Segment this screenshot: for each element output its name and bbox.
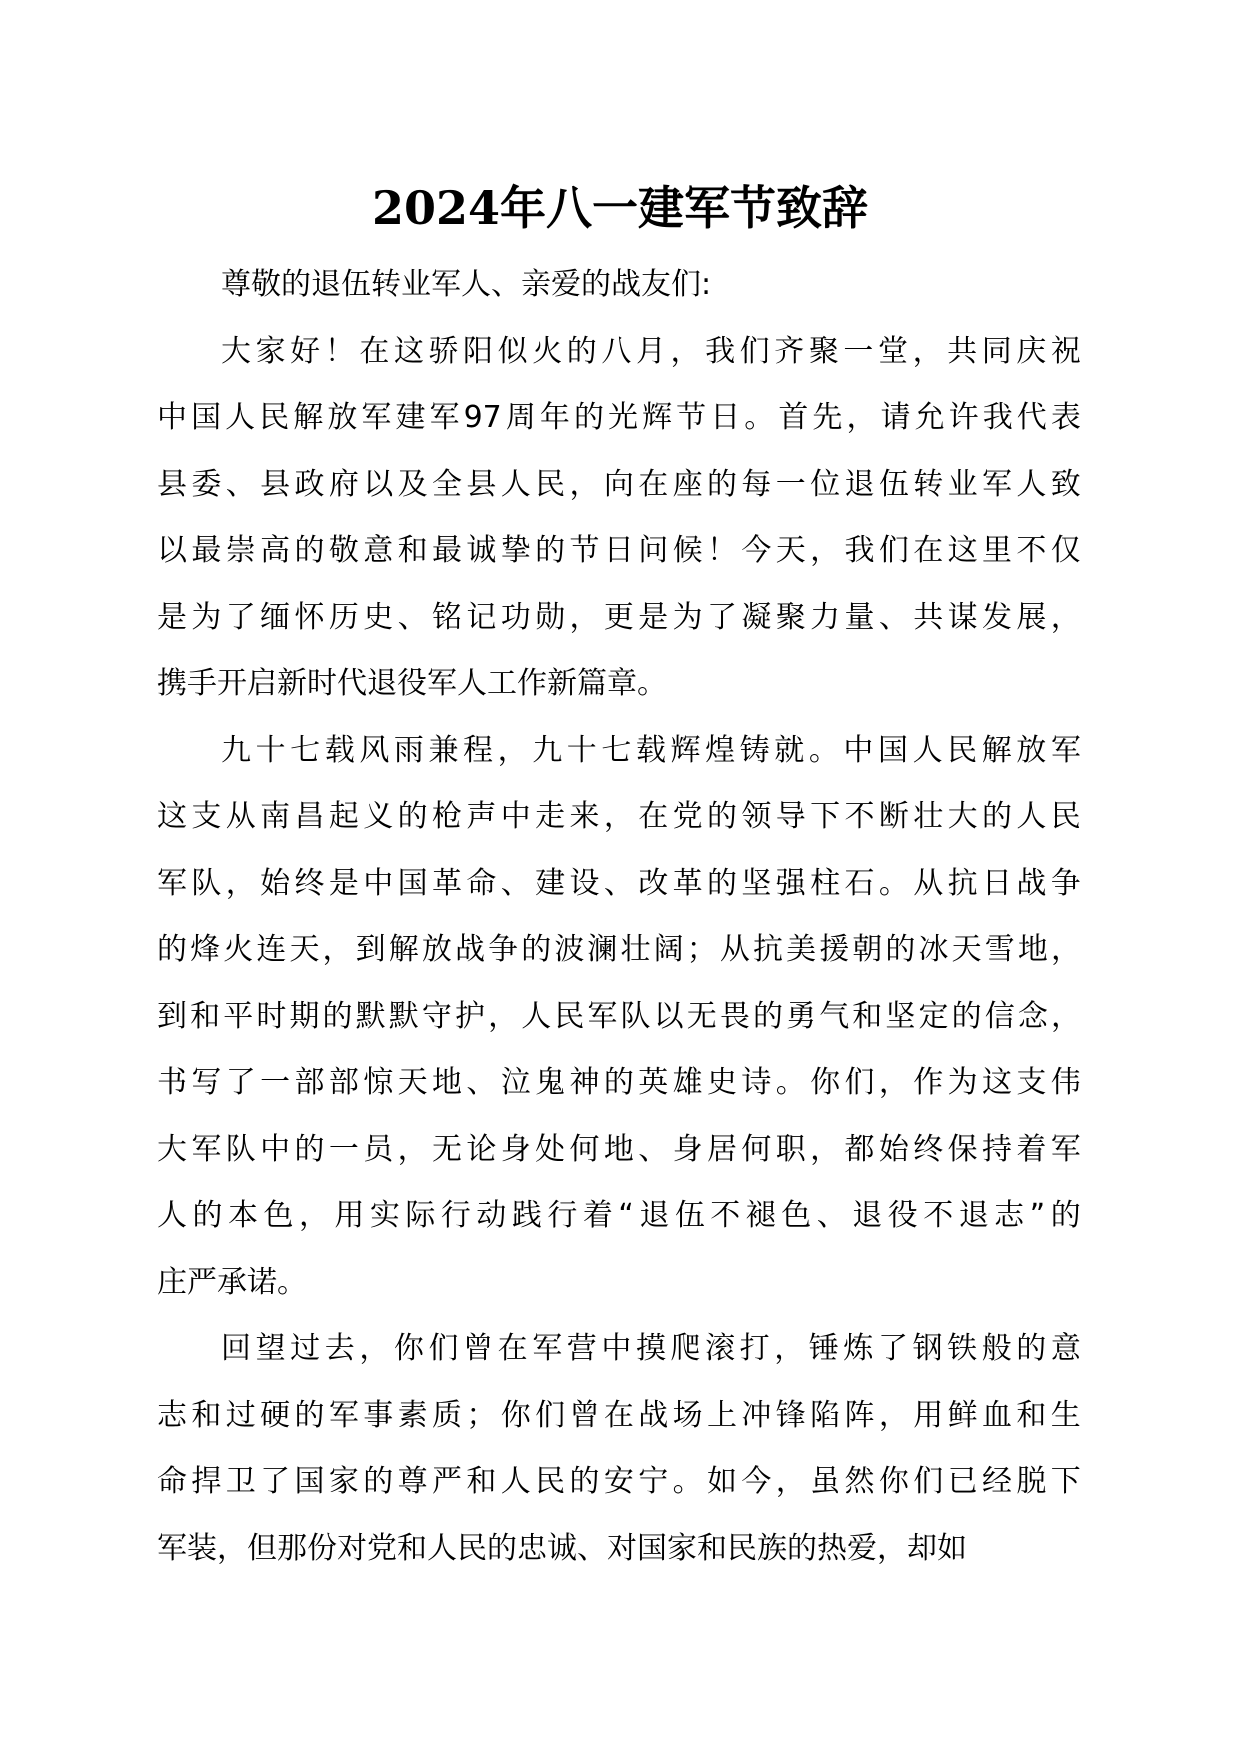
text-line: 书 写 了 一 部 部 惊 天 地 、 泣 鬼 神 的 英 雄 史 诗 。 你 们 ， 作 为 这 支 伟	[157, 1065, 1081, 1100]
text-line: 这 支 从 南 昌 起 义 的 枪 声 中 走 来 ， 在 党 的 领 导 下 不 断 壮 大 的 人 民	[157, 799, 1081, 834]
text-line: 回 望 过 去 ， 你 们 曾 在 军 营 中 摸 爬 滚 打 ， 锤 炼 了 钢 铁 般 的 意	[221, 1331, 1081, 1366]
paragraphs	[157, 319, 1081, 1583]
document-body	[157, 252, 1081, 1582]
text-line: 庄严承诺。	[157, 1264, 307, 1300]
text-line: 的 烽 火 连 天 ， 到 解 放 战 争 的 波 澜 壮 阔 ； 从 抗 美 援 朝 的 冰 天 雪 地 ，	[157, 932, 1081, 967]
text-line: 到 和 平 时 期 的 默 默 守 护 ， 人 民 军 队 以 无 畏 的 勇 气 和 坚 定 的 信 念 ，	[157, 998, 1081, 1034]
text-line: 军 队 ， 始 终 是 中 国 革 命 、 建 设 、 改 革 的 坚 强 柱 石 。 从 抗 日 战 争	[157, 865, 1081, 901]
text-line: 携手开启新时代退役军人工作新篇章。	[157, 666, 667, 701]
text-line: 是 为 了 缅 怀 历 史 、 铭 记 功 勋 ， 更 是 为 了 凝 聚 力 量 、 共 谋 发 展 ，	[157, 599, 1081, 635]
text-line: 大 军 队 中 的 一 员 ， 无 论 身 处 何 地 、 身 居 何 职 ， 都 始 终 保 持 着 军	[157, 1131, 1081, 1167]
salutation	[157, 252, 1081, 319]
salutation-text: 尊敬的退伍转业军人、亲爱的战友们:	[221, 267, 712, 302]
text-line: 九 十 七 载 风 雨 兼 程 ， 九 十 七 载 辉 煌 铸 就 。 中 国 人 民 解 放 军	[221, 732, 1081, 768]
text-line: 大 家 好 ！ 在 这 骄 阳 似 火 的 八 月 ， 我 们 齐 聚 一 堂 ， 共 同 庆 祝	[221, 333, 1081, 369]
paragraph	[157, 1316, 1081, 1582]
paragraph	[157, 718, 1081, 1317]
paragraph	[157, 319, 1081, 718]
text-line: 县 委 、 县 政 府 以 及 全 县 人 民 ， 向 在 座 的 每 一 位 退 伍 转 业 军 人 致	[157, 466, 1081, 502]
text-line: 以 最 崇 高 的 敬 意 和 最 诚 挚 的 节 日 问 候 ！ 今 天 ， 我 们 在 这 里 不 仅	[157, 533, 1081, 568]
text-line: 命 捍 卫 了 国 家 的 尊 严 和 人 民 的 安 宁 。 如 今 ， 虽 然 你 们 已 经 脱 下	[157, 1464, 1081, 1499]
text-line: 志 和 过 硬 的 军 事 素 质 ； 你 们 曾 在 战 场 上 冲 锋 陷 阵 ， 用 鲜 血 和 生	[157, 1397, 1081, 1433]
document-title: 2024年八一建军节致辞	[371, 181, 869, 235]
text-line: 人 的 本 色 ， 用 实 际 行 动 践 行 着 “ 退 伍 不 褪 色 、 退 役 不 退 志 ” 的	[157, 1198, 1081, 1233]
text-line: 军装，但那份对党和人民的忠诚、对国家和民族的热爱，却如	[157, 1530, 967, 1566]
text-line: 中 国 人 民 解 放 军 建 军 97 周 年 的 光 辉 节 日 。 首 先 ， 请 允 许 我 代 表	[157, 400, 1081, 435]
